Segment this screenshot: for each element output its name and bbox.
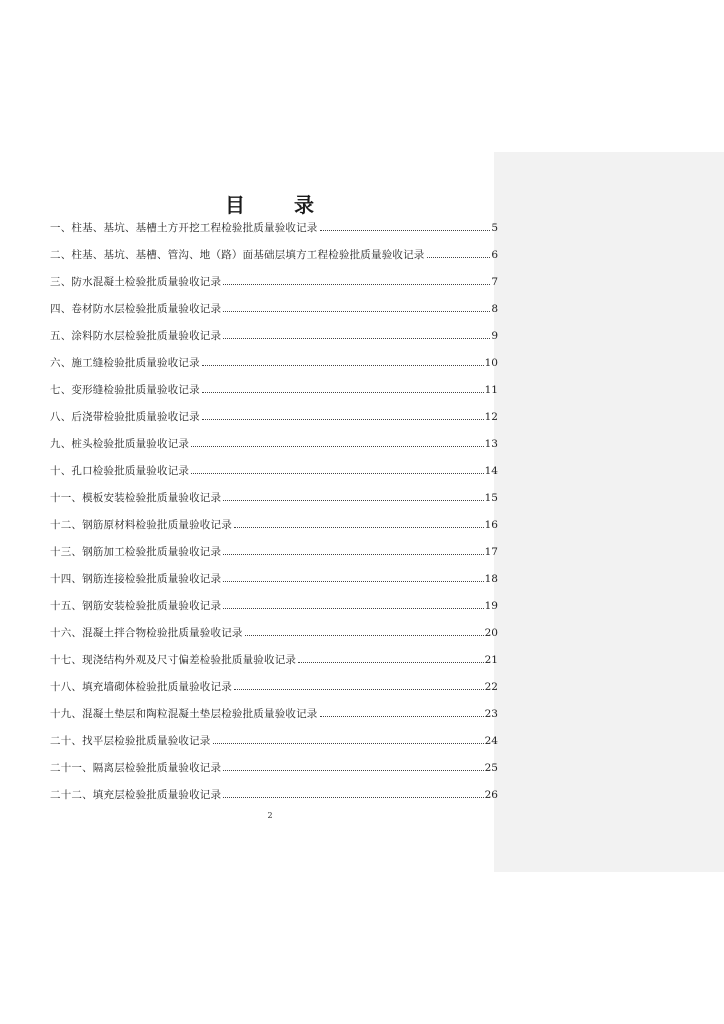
toc-entry[interactable]	[50, 274, 498, 301]
toc-entry-page: 14	[484, 465, 498, 477]
toc-leader-dots	[223, 338, 490, 339]
toc-entry-label: 二、柱基、基坑、基槽、管沟、地（路）面基础层填方工程检验批质量验收记录	[50, 249, 425, 261]
toc-entry-label: 九、桩头检验批质量验收记录	[50, 438, 190, 450]
toc-entry-label: 二十一、隔离层检验批质量验收记录	[50, 762, 222, 774]
toc-leader-dots	[223, 311, 490, 312]
toc-entry-page: 6	[491, 249, 498, 261]
toc-entry-label: 二十二、填充层检验批质量验收记录	[50, 789, 222, 801]
toc-entry[interactable]	[50, 247, 498, 274]
toc-leader-dots	[298, 662, 484, 663]
toc-leader-dots	[202, 365, 484, 366]
toc-entry-page: 7	[491, 276, 498, 288]
toc-leader-dots	[202, 419, 484, 420]
toc-entry[interactable]	[50, 328, 498, 355]
toc-leader-dots	[234, 689, 484, 690]
toc-leader-dots	[223, 770, 483, 771]
toc-entry-page: 16	[484, 519, 498, 531]
toc-entry-page: 17	[484, 546, 498, 558]
toc-leader-dots	[191, 446, 484, 447]
toc-leader-dots	[223, 284, 490, 285]
toc-entry[interactable]	[50, 733, 498, 760]
toc-entry-label: 十九、混凝土垫层和陶粒混凝土垫层检验批质量验收记录	[50, 708, 318, 720]
toc-entry-page: 12	[484, 411, 498, 423]
toc-entry-page: 11	[484, 384, 498, 396]
comment-pane	[494, 152, 724, 872]
toc-leader-dots	[223, 554, 483, 555]
toc-entry-page: 22	[484, 681, 498, 693]
toc-entry-label: 十三、钢筋加工检验批质量验收记录	[50, 546, 222, 558]
toc-title-left: 目	[225, 193, 246, 217]
toc-entry-label: 十五、钢筋安装检验批质量验收记录	[50, 600, 222, 612]
toc-entry-label: 八、后浇带检验批质量验收记录	[50, 411, 200, 423]
toc-entry[interactable]	[50, 355, 498, 382]
toc-entry[interactable]	[50, 706, 498, 733]
toc-entry[interactable]	[50, 544, 498, 571]
toc-leader-dots	[191, 473, 484, 474]
toc-entry-label: 五、涂料防水层检验批质量验收记录	[50, 330, 222, 342]
toc-entry-page: 15	[484, 492, 498, 504]
toc-entry-page: 13	[484, 438, 498, 450]
toc-entry-label: 十、孔口检验批质量验收记录	[50, 465, 190, 477]
toc-leader-dots	[202, 392, 484, 393]
toc-leader-dots	[234, 527, 484, 528]
toc-leader-dots	[223, 581, 483, 582]
toc-leader-dots	[223, 608, 483, 609]
toc-leader-dots	[320, 716, 484, 717]
toc-entry[interactable]	[50, 463, 498, 490]
toc-entry-page: 20	[484, 627, 498, 639]
toc-entry[interactable]	[50, 409, 498, 436]
toc-leader-dots	[223, 500, 483, 501]
toc-entry[interactable]	[50, 760, 498, 787]
toc-entry-label: 十七、现浇结构外观及尺寸偏差检验批质量验收记录	[50, 654, 297, 666]
toc-entry-label: 十六、混凝土拌合物检验批质量验收记录	[50, 627, 243, 639]
toc-entry-page: 8	[491, 303, 498, 315]
toc-leader-dots	[427, 257, 491, 258]
toc-entry-page: 24	[484, 735, 498, 747]
toc-entry[interactable]	[50, 436, 498, 463]
toc-entry-page: 25	[484, 762, 498, 774]
toc-entry-label: 四、卷材防水层检验批质量验收记录	[50, 303, 222, 315]
toc-entry-page: 10	[484, 357, 498, 369]
toc-entry[interactable]	[50, 382, 498, 409]
toc-entry[interactable]	[50, 598, 498, 625]
toc-entry-label: 十二、钢筋原材料检验批质量验收记录	[50, 519, 232, 531]
toc-entry-page: 21	[484, 654, 498, 666]
page-number: 2	[267, 811, 273, 820]
toc-entry[interactable]	[50, 220, 498, 247]
toc-entry-label: 十四、钢筋连接检验批质量验收记录	[50, 573, 222, 585]
toc-entry[interactable]	[50, 517, 498, 544]
toc-title	[0, 189, 540, 218]
toc-entry[interactable]	[50, 490, 498, 517]
toc-entry[interactable]	[50, 679, 498, 706]
toc-entry-page: 26	[484, 789, 498, 801]
toc-entry-label: 三、防水混凝土检验批质量验收记录	[50, 276, 222, 288]
toc-entry-page: 18	[484, 573, 498, 585]
toc-entry-page: 5	[491, 222, 498, 234]
toc-entry[interactable]	[50, 301, 498, 328]
toc-entry[interactable]	[50, 625, 498, 652]
toc-leader-dots	[213, 743, 484, 744]
toc-leader-dots	[245, 635, 484, 636]
toc-entry[interactable]	[50, 787, 498, 814]
toc-entry-label: 十一、模板安装检验批质量验收记录	[50, 492, 222, 504]
toc-entry-label: 七、变形缝检验批质量验收记录	[50, 384, 200, 396]
toc-entry-label: 一、柱基、基坑、基槽土方开挖工程检验批质量验收记录	[50, 222, 318, 234]
toc-leader-dots	[320, 230, 491, 231]
toc-list	[50, 220, 498, 814]
toc-entry-page: 23	[484, 708, 498, 720]
toc-entry-label: 二十、找平层检验批质量验收记录	[50, 735, 211, 747]
toc-title-right: 录	[294, 193, 315, 217]
toc-entry-label: 十八、填充墙砌体检验批质量验收记录	[50, 681, 232, 693]
toc-entry-label: 六、施工缝检验批质量验收记录	[50, 357, 200, 369]
toc-entry[interactable]	[50, 652, 498, 679]
toc-leader-dots	[223, 797, 483, 798]
toc-entry-page: 9	[491, 330, 498, 342]
toc-entry[interactable]	[50, 571, 498, 598]
toc-entry-page: 19	[484, 600, 498, 612]
